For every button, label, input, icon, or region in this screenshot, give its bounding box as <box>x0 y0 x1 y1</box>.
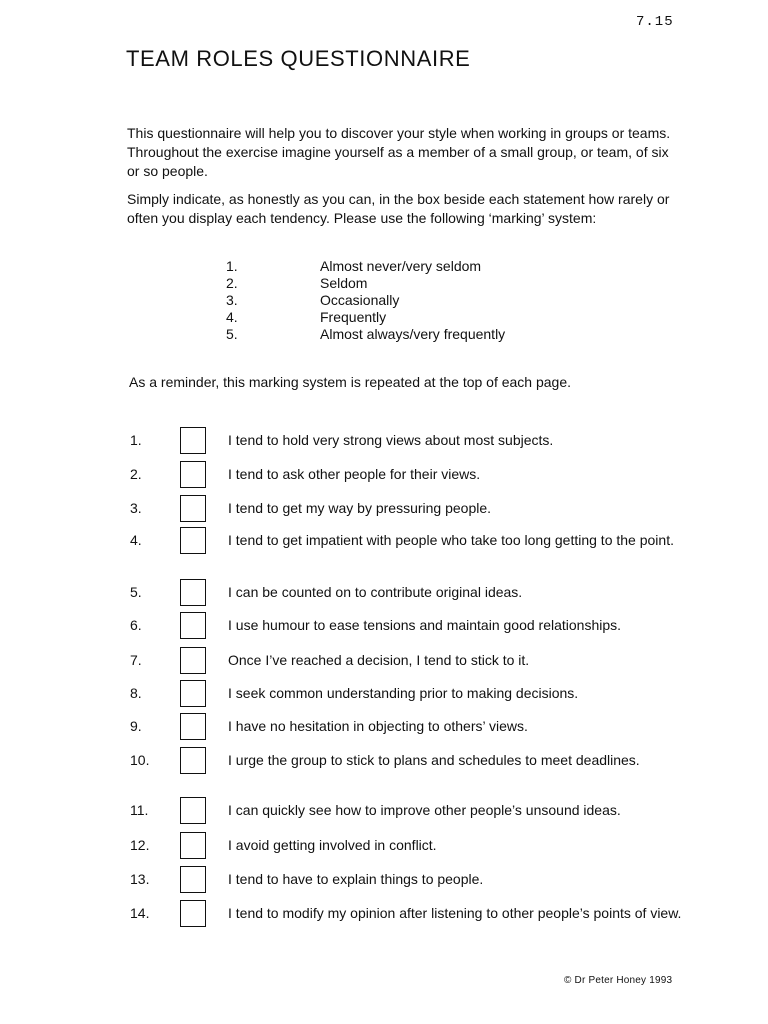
statement-number: 1. <box>130 432 142 448</box>
statement-text: I urge the group to stick to plans and schedules to meet deadlines. <box>228 752 640 768</box>
statement-number: 3. <box>130 500 142 516</box>
scale-number: 4. <box>226 309 238 325</box>
rating-box[interactable] <box>180 461 206 488</box>
statement-text: I tend to get my way by pressuring people. <box>228 500 492 516</box>
statement-item <box>130 430 690 454</box>
rating-box[interactable] <box>180 427 206 454</box>
statement-text: I have no hesitation in objecting to others’ views. <box>228 718 528 734</box>
statement-text: I tend to get impatient with people who take too long getting to the point. <box>228 532 674 548</box>
statement-number: 5. <box>130 584 142 600</box>
statement-number: 7. <box>130 652 142 668</box>
rating-box[interactable] <box>180 900 206 927</box>
statement-text: Once I’ve reached a decision, I tend to stick to it. <box>228 652 530 668</box>
statement-item <box>130 582 690 606</box>
statement-number: 4. <box>130 532 142 548</box>
scale-row <box>226 275 505 292</box>
rating-box[interactable] <box>180 832 206 859</box>
rating-box[interactable] <box>180 579 206 606</box>
scale-row <box>226 326 505 343</box>
scale-number: 3. <box>226 292 238 308</box>
copyright-notice: © Dr Peter Honey 1993 <box>564 975 673 986</box>
statement-item <box>130 615 690 639</box>
statement-text: I seek common understanding prior to making decisions. <box>228 685 579 701</box>
scale-label: Almost always/very frequently <box>320 326 506 342</box>
statement-number: 13. <box>130 871 150 887</box>
statement-item <box>130 750 690 774</box>
rating-box[interactable] <box>180 680 206 707</box>
statement-number: 10. <box>130 752 150 768</box>
scale-row <box>226 258 505 275</box>
statement-text: I can be counted on to contribute original ideas. <box>228 584 523 600</box>
scale-label: Seldom <box>320 275 368 291</box>
statement-text: I tend to have to explain things to people. <box>228 871 484 887</box>
statement-number: 14. <box>130 905 150 921</box>
statement-number: 6. <box>130 617 142 633</box>
statement-item <box>130 716 690 740</box>
intro-paragraph-2: Simply indicate, as honestly as you can, in the box beside each statement how rarely or often you display each tendency. Please use the following ‘marking’ system: <box>127 191 670 226</box>
page-number: 7.15 <box>636 14 674 30</box>
statement-text: I tend to modify my opinion after listening to other people’s points of view. <box>228 905 682 921</box>
statement-item <box>130 530 690 554</box>
rating-box[interactable] <box>180 747 206 774</box>
scale-label: Occasionally <box>320 292 400 308</box>
scale-row <box>226 292 505 309</box>
scale-label: Frequently <box>320 309 387 325</box>
reminder-text: As a reminder, this marking system is repeated at the top of each page. <box>129 374 572 390</box>
rating-box[interactable] <box>180 647 206 674</box>
scale-number: 1. <box>226 258 238 274</box>
statement-item <box>130 800 690 824</box>
statement-item <box>130 464 690 488</box>
scale-label: Almost never/very seldom <box>320 258 482 274</box>
statement-item <box>130 903 690 927</box>
statement-text: I use humour to ease tensions and maintain good relationships. <box>228 617 622 633</box>
statement-number: 11. <box>130 802 149 818</box>
marking-scale <box>226 258 505 343</box>
rating-box[interactable] <box>180 866 206 893</box>
statement-number: 8. <box>130 685 142 701</box>
rating-box[interactable] <box>180 713 206 740</box>
statement-item <box>130 498 690 522</box>
statement-item <box>130 650 690 674</box>
rating-box[interactable] <box>180 797 206 824</box>
statement-item <box>130 869 690 893</box>
statement-text: I tend to ask other people for their views. <box>228 466 481 482</box>
statement-text: I can quickly see how to improve other people’s unsound ideas. <box>228 802 621 818</box>
page-title: TEAM ROLES QUESTIONNAIRE <box>126 46 471 71</box>
rating-box[interactable] <box>180 527 206 554</box>
rating-box[interactable] <box>180 495 206 522</box>
scale-number: 5. <box>226 326 238 342</box>
statement-text: I tend to hold very strong views about most subjects. <box>228 432 554 448</box>
statement-item <box>130 683 690 707</box>
statement-item <box>130 835 690 859</box>
statement-number: 12. <box>130 837 150 853</box>
scale-row <box>226 309 505 326</box>
statement-number: 9. <box>130 718 142 734</box>
statement-number: 2. <box>130 466 142 482</box>
statement-text: I avoid getting involved in conflict. <box>228 837 437 853</box>
scale-number: 2. <box>226 275 238 291</box>
intro-paragraph-1: This questionnaire will help you to discover your style when working in groups or teams. Throughout the exercise imagine yourself as a member of a small group, or team, of six or so people. <box>127 125 671 179</box>
rating-box[interactable] <box>180 612 206 639</box>
